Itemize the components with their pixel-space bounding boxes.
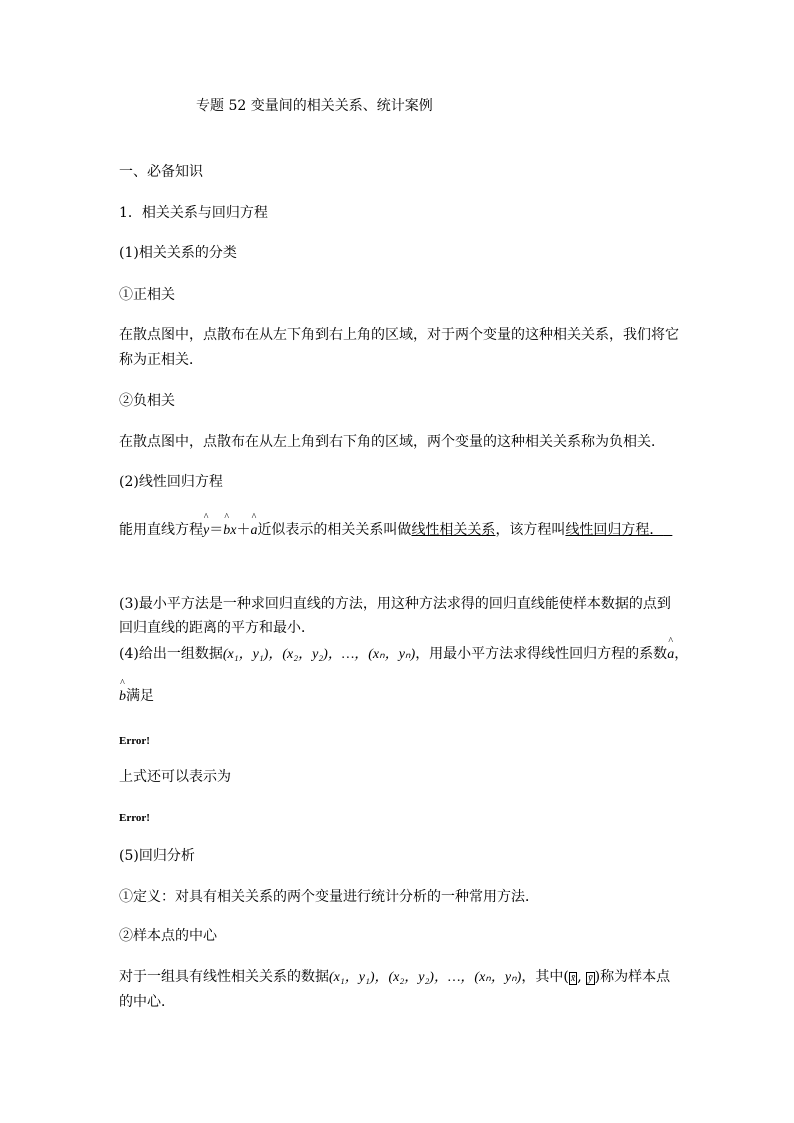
data-list: (x₁，y₁)，(x₂，y₂)，…，(xₙ，yₙ)	[222, 647, 416, 662]
x-var: x	[230, 523, 237, 538]
x-bar-box: x̄	[570, 973, 576, 984]
y-bar-box: ȳ	[588, 973, 593, 984]
paragraph	[119, 967, 670, 989]
subsection-heading: 1．相关关系与回归方程	[119, 205, 268, 221]
paragraph	[119, 644, 688, 665]
document-title: 专题 52 变量间的相关关系、统计案例	[196, 98, 433, 114]
text: 近似表示的相关关系叫做	[257, 522, 412, 538]
underlined-term: 线性相关关系	[411, 522, 496, 538]
paragraph: 称为正相关．	[119, 352, 203, 368]
b-hat: ^ b	[223, 521, 230, 541]
text: ，用最小平方法求得线性回归方程的系数	[415, 646, 668, 662]
paragraph: ①定义：对具有相关关系的两个变量进行统计分析的一种常用方法．	[119, 889, 539, 905]
text: ，该方程叫	[495, 522, 566, 538]
text: 对于一组具有线性相关关系的数据	[119, 969, 329, 985]
text: 能用直线方程	[119, 522, 203, 538]
paragraph: (3)最小平方法是一种求回归直线的方法，用这种方法求得的回归直线能使样本数据的点到	[119, 596, 671, 612]
section-heading: 一、必备知识	[119, 164, 203, 180]
paragraph: 上式还可以表示为	[119, 769, 231, 785]
a-hat: ^ a	[250, 521, 257, 541]
regression-equation-line	[119, 520, 672, 541]
paragraph: ②负相关	[119, 393, 175, 409]
underlined-term: 线性回归方程．	[565, 522, 664, 538]
paragraph: 的中心．	[119, 994, 175, 1010]
text: ，其中(	[521, 969, 569, 985]
paragraph: ①正相关	[119, 287, 175, 303]
b-hat: ^ b	[119, 687, 126, 707]
paragraph: ②样本点的中心	[119, 928, 217, 944]
text: ,	[577, 969, 587, 985]
paragraph: (1)相关关系的分类	[119, 245, 237, 261]
a-hat: ^ a	[667, 645, 674, 665]
paragraph: (2)线性回归方程	[119, 474, 223, 490]
data-list: (x₁，y₁)，(x₂，y₂)，…，(xₙ，yₙ)	[329, 970, 522, 985]
paragraph: (5)回归分析	[119, 848, 195, 864]
y-hat: ^ y	[203, 521, 209, 541]
paragraph: 在散点图中，点散布在从左上角到右下角的区域，两个变量的这种相关关系称为负相关．	[119, 434, 665, 450]
text: ＋	[236, 522, 251, 538]
text: ＝	[209, 522, 224, 538]
text: )称为样本点	[594, 969, 671, 985]
paragraph: 在散点图中，点散布在从左下角到右上角的区域，对于两个变量的这种相关关系，我们将它	[119, 327, 679, 343]
text: ，	[674, 646, 689, 662]
paragraph: 回归直线的距离的平方和最小．	[119, 620, 315, 636]
error-placeholder: Error!	[119, 735, 150, 747]
error-placeholder: Error!	[119, 812, 150, 824]
text: 满足	[126, 688, 154, 704]
paragraph	[119, 686, 154, 707]
text: (4)给出一组数据	[119, 646, 223, 662]
